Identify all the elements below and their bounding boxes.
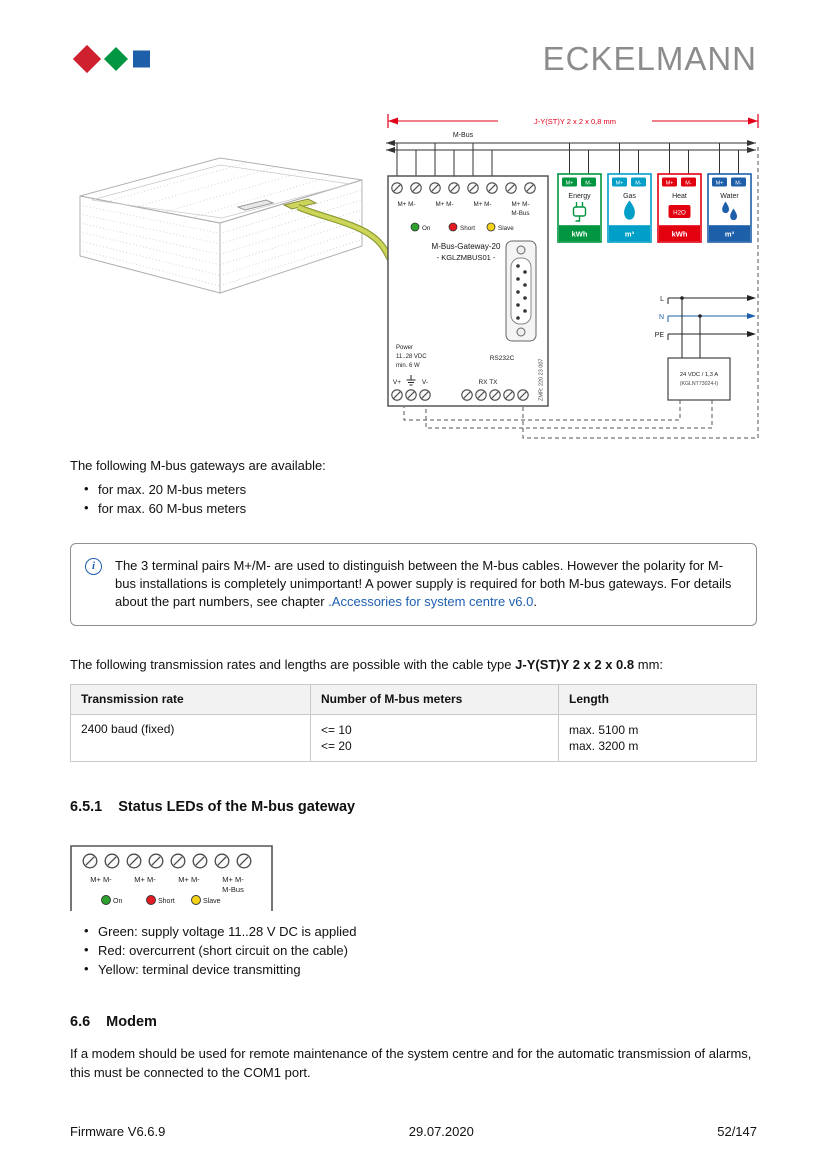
- section-number: 6.5.1: [70, 798, 103, 815]
- col-header-rate: Transmission rate: [71, 684, 311, 714]
- meter-energy: [558, 174, 601, 242]
- meter-unit: kWh: [671, 229, 688, 239]
- svg-text:11..28 VDC: 11..28 VDC: [396, 354, 427, 360]
- wiring-figure: [70, 108, 827, 450]
- logo-green-diamond: [104, 47, 128, 71]
- terminal-pair-label-1: M+ M-: [397, 201, 416, 208]
- led-short: [147, 895, 156, 904]
- list-item: • Yellow: terminal device transmitting: [84, 962, 757, 977]
- gateway-name: M-Bus-Gateway-20: [431, 242, 501, 251]
- status-leds: [102, 895, 221, 905]
- svg-text:H2O: H2O: [673, 209, 686, 217]
- cell-rate: 2400 baud (fixed): [71, 714, 311, 761]
- mbus-gateway-box: [388, 176, 548, 406]
- cell-meters: <= 10 <= 20: [311, 714, 559, 761]
- accessories-chapter-link[interactable]: .Accessories for system centre v6.0: [328, 594, 534, 610]
- terminal-pair-label-3: M+ M-: [473, 201, 492, 208]
- page-footer: [70, 1124, 757, 1139]
- mains-l-label: L: [660, 296, 664, 303]
- logo-blue-square: [133, 51, 150, 68]
- led-short-label: Short: [460, 225, 476, 232]
- meter-terminal-mplus: M+: [615, 180, 624, 187]
- logo-red-diamond: [73, 45, 101, 73]
- mbus-terminal-label: M-Bus: [222, 884, 244, 894]
- vminus-label: V-: [421, 379, 429, 386]
- vplus-label: V+: [392, 379, 402, 386]
- mbus-bus-label: M-Bus: [452, 132, 474, 139]
- cable-type-label: J-Y(ST)Y 2 x 2 x 0,8 mm: [534, 117, 616, 126]
- psu-box: [668, 358, 730, 400]
- cable-dimension: [388, 114, 758, 129]
- section-title: Modem: [106, 1013, 157, 1030]
- meter-heat: [658, 174, 701, 242]
- led-legend-list: [84, 924, 757, 977]
- meter-terminal-mminus: M-: [635, 180, 642, 187]
- intro-paragraph: The following M-bus gateways are available:: [70, 458, 326, 473]
- led-short: [449, 223, 457, 231]
- meter-terminal-mminus: M-: [685, 180, 692, 187]
- table-header-row: [71, 684, 757, 714]
- terminal-pair-label-1: M+ M-: [90, 874, 112, 884]
- section-title: Status LEDs of the M-bus gateway: [118, 798, 356, 815]
- device-isometric-drawing: [80, 158, 362, 293]
- bus-drops-meters: [570, 143, 739, 174]
- terminal-pair-label-4: M+ M-: [222, 874, 244, 884]
- meter-gas: [608, 174, 651, 242]
- col-header-meters: Number of M-bus meters: [311, 684, 559, 714]
- transmission-text: The following transmission rates and lengths are possible with the cable type: [70, 656, 516, 672]
- mains-n-label: N: [658, 314, 664, 321]
- led-status-figure: [70, 831, 827, 911]
- col-header-length: Length: [559, 684, 757, 714]
- led-on: [102, 895, 111, 904]
- led-slave-label: Slave: [498, 225, 514, 232]
- psu-rating: 24 VDC / 1,3 A: [679, 372, 719, 378]
- wiring-figure-svg: [70, 108, 760, 450]
- terminal-pair-label-2: M+ M-: [435, 201, 454, 208]
- meter-water: [708, 174, 751, 242]
- meter-terminal-mplus: M+: [715, 180, 724, 187]
- svg-text:Power: Power: [396, 345, 414, 351]
- section-number: 6.6: [70, 1013, 91, 1030]
- mbus-terminal-label: M-Bus: [511, 210, 530, 217]
- section-heading-651: [70, 799, 757, 815]
- list-item: • Green: supply voltage 11..28 V DC is applied: [84, 924, 757, 939]
- footer-page-number: 52/147: [717, 1124, 757, 1139]
- psu-part-number: (KGLNT73024-I): [679, 381, 719, 387]
- note-text: The 3 terminal pairs M+/M- are used to distinguish between the M-bus cables. However the polarity for M-bus installations is completely unimportant! A power supply is required for both M-bus gateways. For details about the part numbers, see chapter: [115, 558, 732, 610]
- transmission-paragraph: [70, 657, 757, 672]
- meter-unit: m³: [624, 229, 635, 239]
- led-slave-label: Slave: [203, 897, 221, 905]
- list-item: • for max. 20 M-bus meters: [84, 482, 757, 497]
- led-on-label: On: [113, 897, 123, 905]
- list-item: • for max. 60 M-bus meters: [84, 501, 757, 516]
- gateway-side-code: ZMR: 220 23 007: [538, 358, 545, 401]
- terminal-row: [83, 854, 251, 868]
- meter-unit: kWh: [571, 229, 588, 239]
- gateway-options-list: [84, 482, 757, 516]
- footer-firmware: Firmware V6.6.9: [70, 1124, 166, 1139]
- page-header: [0, 0, 827, 76]
- mains-supply: [655, 295, 756, 358]
- meter-name: Energy: [568, 193, 591, 200]
- gateway-part-number: - KGLZMBUS01 -: [436, 253, 496, 262]
- dim-arrow-right: [748, 118, 758, 125]
- meter-terminal-mminus: M-: [585, 180, 592, 187]
- section-heading-66: [70, 1014, 757, 1030]
- meter-terminal-mplus: M+: [565, 180, 574, 187]
- meter-name: Water: [720, 193, 739, 200]
- cell-length: max. 5100 m max. 3200 m: [559, 714, 757, 761]
- heat-h2o-icon: [669, 205, 691, 218]
- meter-unit: m³: [724, 229, 735, 239]
- rs232-label: RS232C: [489, 355, 515, 362]
- rxtx-label: RX TX: [478, 379, 498, 386]
- table-row: [71, 714, 757, 761]
- meter-name: Heat: [672, 193, 687, 200]
- note-suffix: .: [533, 594, 537, 610]
- eckelmann-logo: [72, 42, 156, 76]
- terminal-pair-label-2: M+ M-: [134, 874, 156, 884]
- led-status-figure-svg: [70, 831, 280, 911]
- db9-female-connector: [506, 241, 536, 341]
- gateway-status-leds: [411, 223, 514, 232]
- meter-terminal-mplus: M+: [665, 180, 674, 187]
- transmission-suffix: mm:: [634, 656, 664, 672]
- info-icon: i: [85, 558, 102, 575]
- modem-paragraph: If a modem should be used for remote maintenance of the system centre and for the automatic transmission of alarms, this must be connected to the COM1 port.: [70, 1045, 752, 1080]
- transmission-rate-table: [70, 684, 757, 762]
- list-item: • Red: overcurrent (short circuit on the cable): [84, 943, 757, 958]
- led-short-label: Short: [158, 897, 175, 905]
- terminal-pair-label-3: M+ M-: [178, 874, 200, 884]
- cable-type-bold: J-Y(ST)Y 2 x 2 x 0.8: [515, 656, 635, 672]
- meter-name: Gas: [623, 193, 636, 200]
- terminal-pair-label-4: M+ M-: [511, 201, 530, 208]
- led-on: [411, 223, 419, 231]
- mbus-bus-lines: [386, 143, 756, 150]
- led-slave: [487, 223, 495, 231]
- led-on-label: On: [422, 225, 431, 232]
- mains-pe-label: PE: [654, 332, 664, 339]
- info-note: [70, 543, 757, 626]
- dim-arrow-left: [388, 118, 398, 125]
- brand-wordmark: ECKELMANN: [542, 40, 757, 77]
- footer-date: 29.07.2020: [408, 1124, 474, 1139]
- bus-line-arrows: [386, 140, 756, 153]
- svg-text:min. 6 W: min. 6 W: [396, 363, 420, 369]
- led-slave: [192, 895, 201, 904]
- meter-terminal-mminus: M-: [735, 180, 742, 187]
